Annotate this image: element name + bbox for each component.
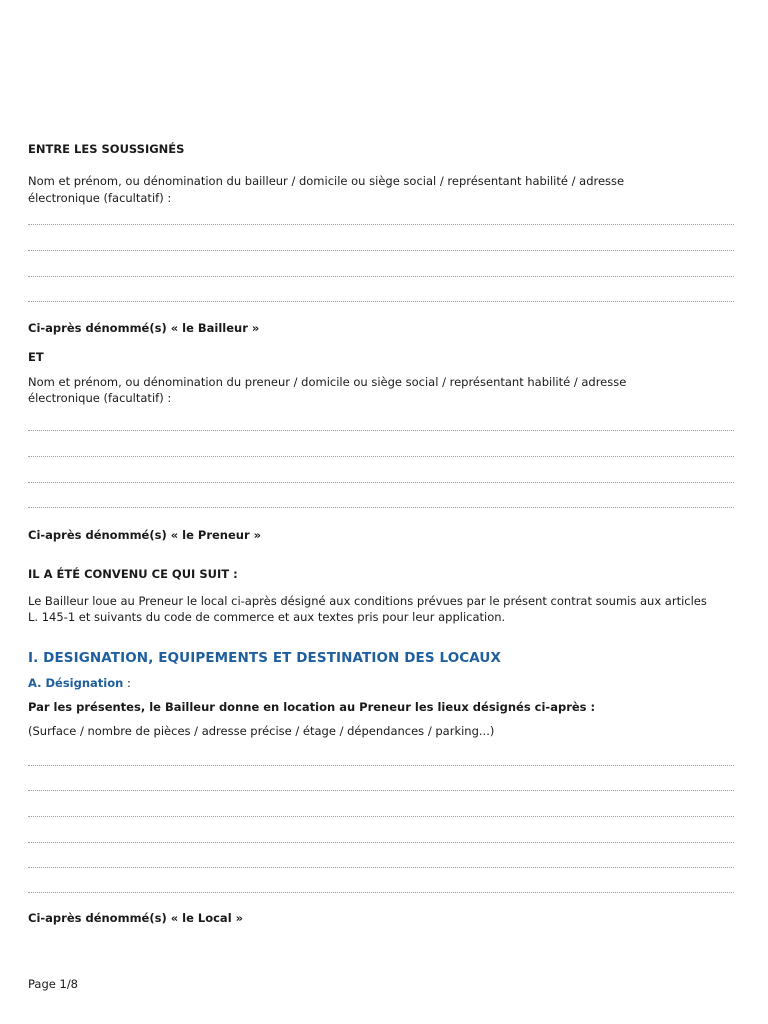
premises-fill-line-6[interactable] (28, 892, 734, 893)
subsection-a-colon: : (123, 676, 131, 690)
agreement-title: IL A ÉTÉ CONVENU CE QUI SUIT : (28, 567, 238, 581)
lessee-prompt-line1: Nom et prénom, ou dénomination du preneur / domicile ou siège social / représentant habilité / adresse (28, 375, 627, 389)
lessee-prompt-line2: électronique (facultatif) : (28, 391, 172, 405)
lessor-label: Ci-après dénommé(s) « le Bailleur » (28, 321, 260, 335)
lessor-prompt-line1: Nom et prénom, ou dénomination du bailleur / domicile ou siège social / représentant habilité / adresse (28, 174, 625, 188)
agreement-body-line1: Le Bailleur loue au Preneur le local ci-après désigné aux conditions prévues par le présent contrat soumis aux articles (28, 594, 707, 608)
page-number: Page 1/8 (28, 977, 79, 991)
designation-hint: (Surface / nombre de pièces / adresse précise / étage / dépendances / parking...) (28, 724, 495, 738)
lessor-fill-line-2[interactable] (28, 250, 734, 251)
lessor-fill-line-1[interactable] (28, 224, 734, 225)
lessee-fill-line-4[interactable] (28, 507, 734, 508)
premises-label: Ci-après dénommé(s) « le Local » (28, 911, 244, 925)
designation-intro: Par les présentes, le Bailleur donne en location au Preneur les lieux désignés ci-après : (28, 700, 596, 714)
lessor-fill-line-3[interactable] (28, 276, 734, 277)
lessor-prompt-line2: électronique (facultatif) : (28, 191, 172, 205)
parties-title: ENTRE LES SOUSSIGNÉS (28, 142, 185, 156)
premises-fill-line-5[interactable] (28, 867, 734, 868)
lessee-fill-line-3[interactable] (28, 482, 734, 483)
premises-fill-line-4[interactable] (28, 842, 734, 843)
lessee-fill-line-2[interactable] (28, 456, 734, 457)
premises-fill-line-2[interactable] (28, 790, 734, 791)
premises-fill-line-1[interactable] (28, 765, 734, 766)
subsection-a-heading (28, 676, 131, 690)
section1-heading: I. DESIGNATION, EQUIPEMENTS ET DESTINATION DES LOCAUX (28, 650, 502, 666)
premises-fill-line-3[interactable] (28, 816, 734, 817)
lessee-label: Ci-après dénommé(s) « le Preneur » (28, 528, 262, 542)
subsection-a-label: A. Désignation (28, 676, 124, 690)
and-label: ET (28, 350, 44, 364)
lessor-fill-line-4[interactable] (28, 301, 734, 302)
lessee-fill-line-1[interactable] (28, 430, 734, 431)
agreement-body-line2: L. 145-1 et suivants du code de commerce et aux textes pris pour leur application. (28, 610, 506, 624)
